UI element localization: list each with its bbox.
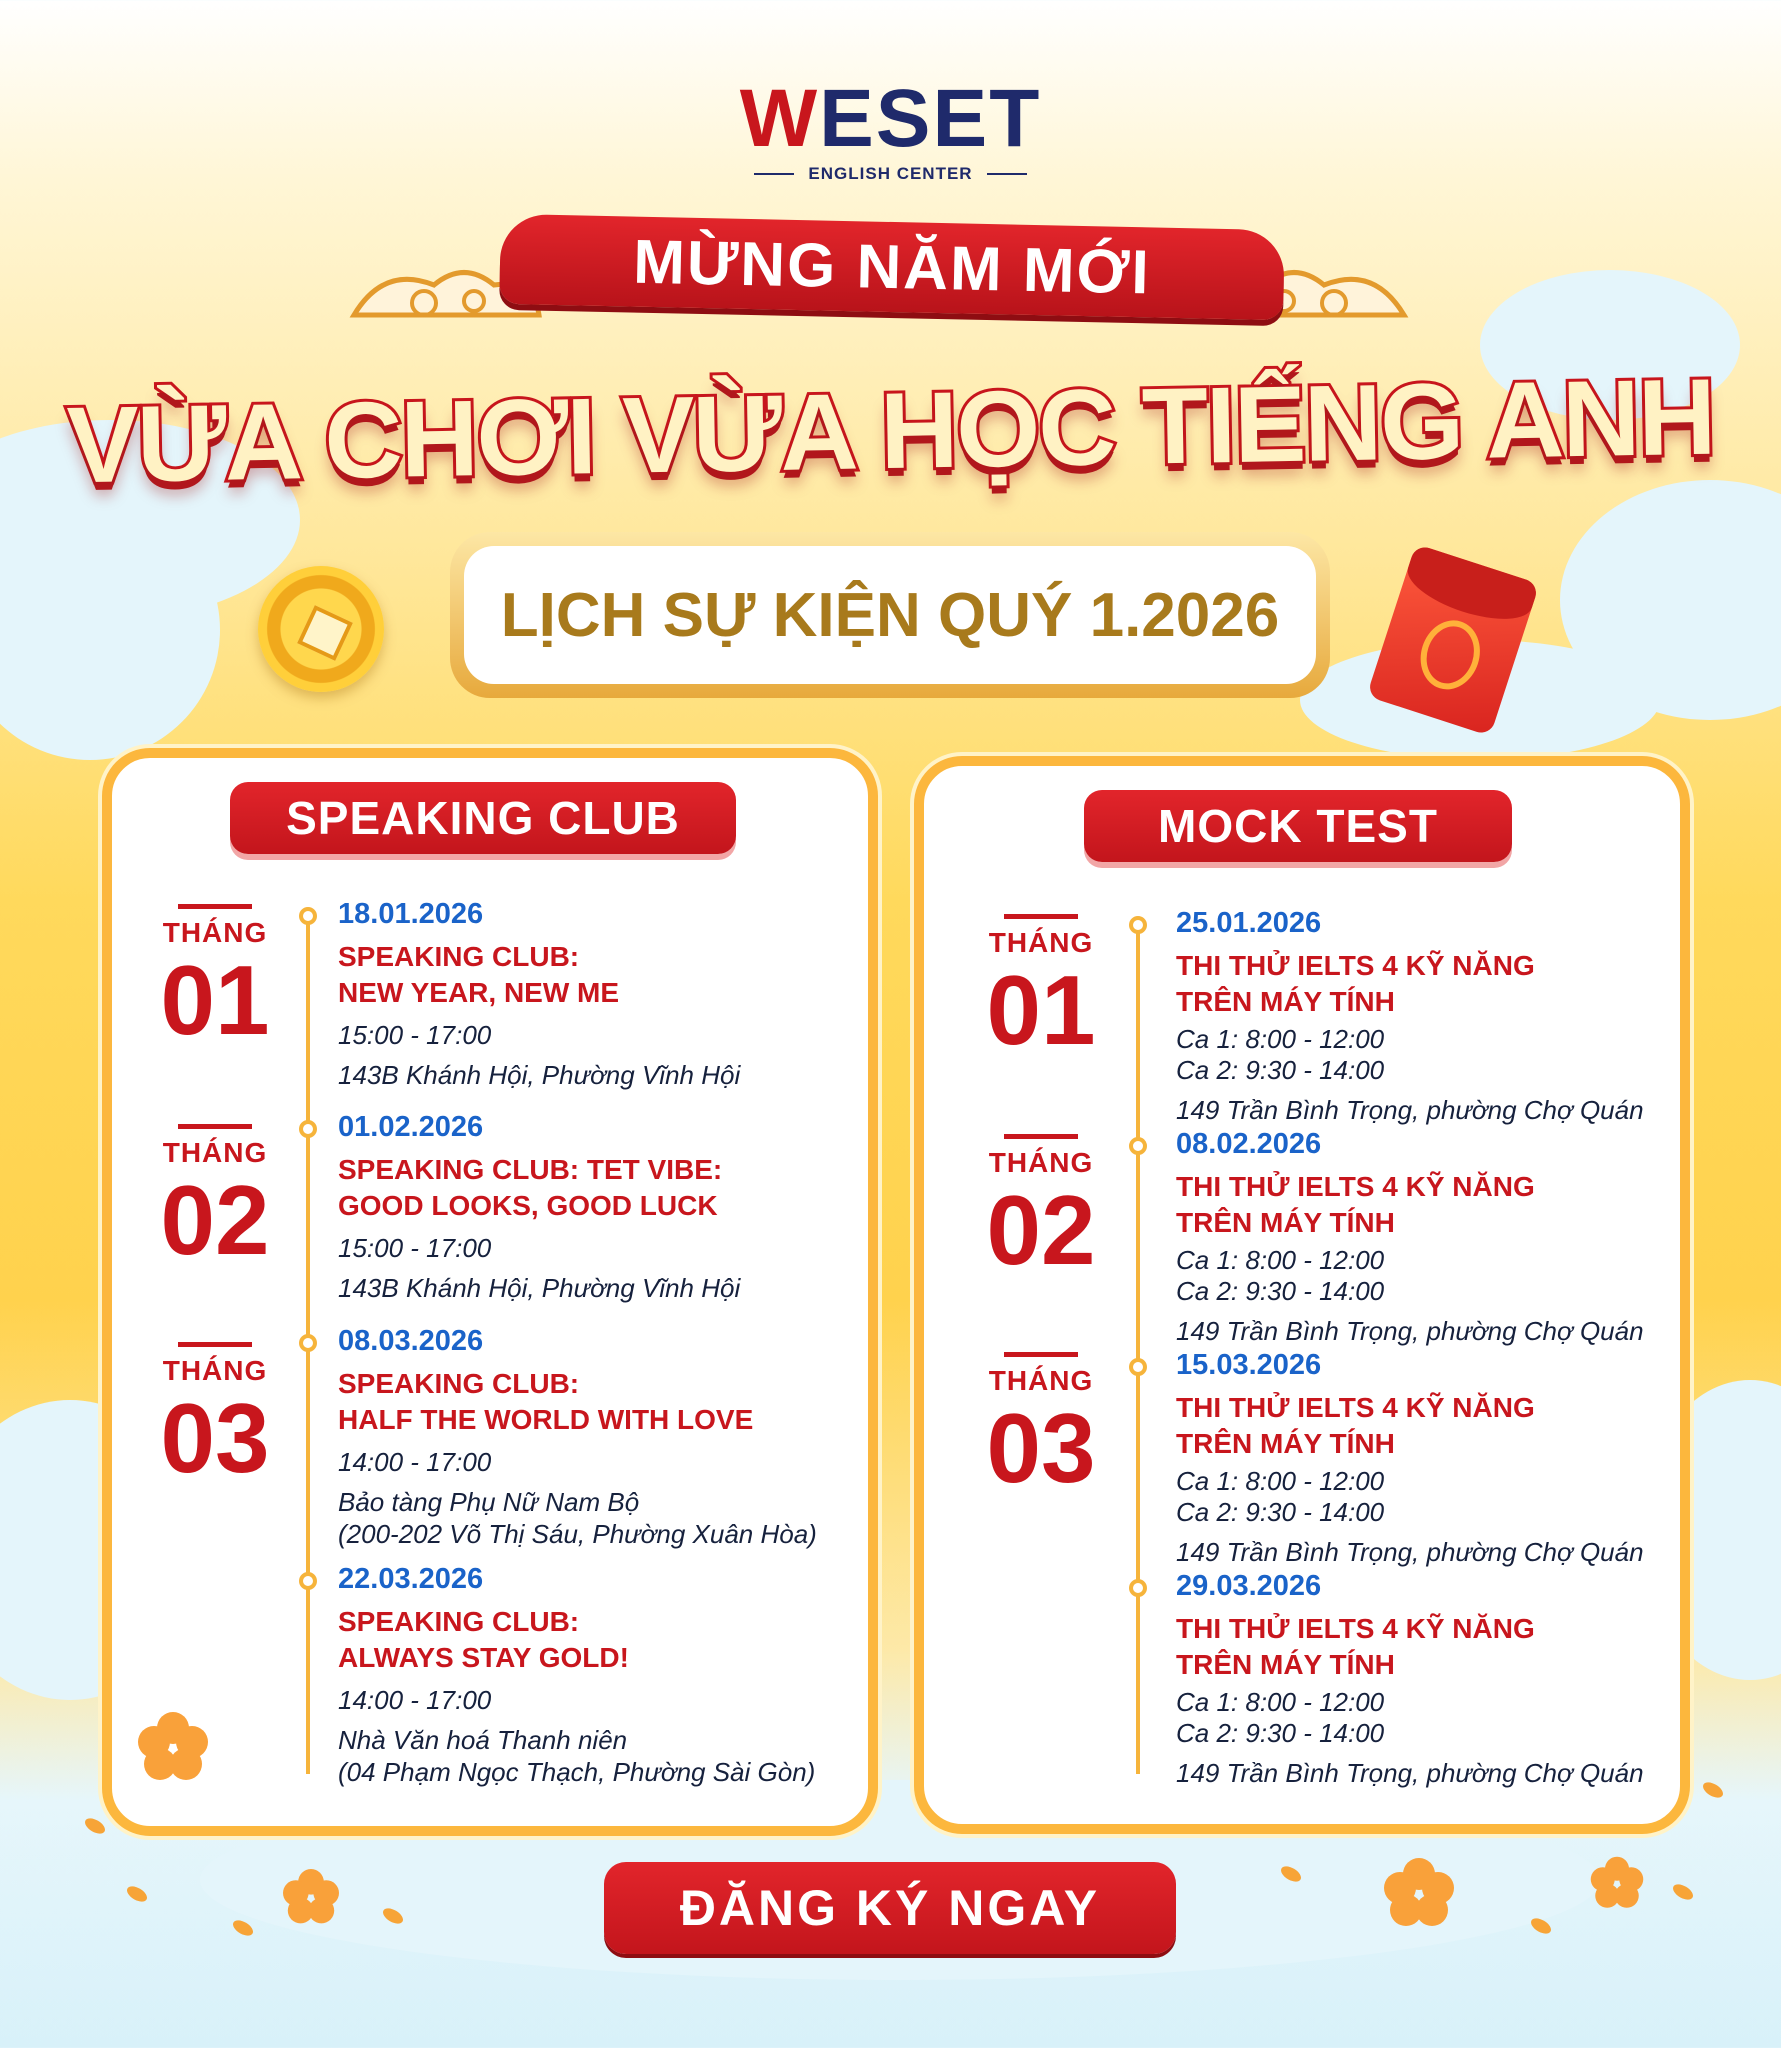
- timeline-dot: [299, 1572, 317, 1590]
- event-shift: Ca 1: 8:00 - 12:00: [1176, 1024, 1385, 1054]
- event-date: 18.01.2026: [338, 898, 484, 930]
- mock-test-event[interactable]: [1176, 1349, 1656, 1568]
- event-date: 25.01.2026: [1176, 907, 1322, 939]
- month-number: 02: [986, 1175, 1096, 1285]
- event-location-detail: (04 Phạm Ngọc Thạch, Phường Sài Gòn): [338, 1757, 816, 1787]
- event-title: SPEAKING CLUB:: [338, 1606, 580, 1637]
- event-title: TRÊN MÁY TÍNH: [1176, 986, 1395, 1017]
- timeline-dot: [1129, 1137, 1147, 1155]
- timeline-dot: [1129, 1358, 1147, 1376]
- apricot-flower-icon: [283, 1869, 339, 1925]
- plaque-title: LỊCH SỰ KIỆN QUÝ 1.2026: [500, 580, 1280, 650]
- event-date: 08.03.2026: [338, 1325, 484, 1357]
- event-title: THI THỬ IELTS 4 KỸ NĂNG: [1176, 1171, 1535, 1202]
- apricot-flower-icon: [1591, 1857, 1644, 1910]
- event-location: 143B Khánh Hội, Phường Vĩnh Hội: [338, 1273, 741, 1303]
- month-number: 02: [160, 1165, 270, 1275]
- register-now-label: ĐĂNG KÝ NGAY: [679, 1880, 1101, 1936]
- timeline-line: [1136, 924, 1140, 1774]
- month-marker: [140, 1342, 290, 1493]
- month-label: THÁNG: [162, 1137, 268, 1168]
- month-label: THÁNG: [988, 1365, 1094, 1396]
- event-time: 15:00 - 17:00: [338, 1233, 492, 1263]
- event-location: Nhà Văn hoá Thanh niên: [338, 1725, 628, 1755]
- month-number: 01: [160, 945, 270, 1055]
- coin-icon: [258, 566, 384, 692]
- event-date: 01.02.2026: [338, 1111, 484, 1143]
- event-location: 149 Trần Bình Trọng, phường Chợ Quán: [1176, 1537, 1644, 1567]
- mock-test-event[interactable]: [1176, 1570, 1656, 1789]
- event-title: TRÊN MÁY TÍNH: [1176, 1207, 1395, 1238]
- mock-test-header: [1084, 790, 1512, 862]
- mock-test-event[interactable]: [1176, 1128, 1656, 1347]
- brand-logo[interactable]: [0, 73, 1781, 184]
- divider: [754, 173, 794, 175]
- event-title: TRÊN MÁY TÍNH: [1176, 1649, 1395, 1680]
- month-marker: [140, 1124, 290, 1275]
- logo-subtitle: ENGLISH CENTER: [808, 164, 973, 183]
- event-shift: Ca 2: 9:30 - 14:00: [1176, 1276, 1385, 1306]
- timeline-dot: [299, 907, 317, 925]
- event-date: 08.02.2026: [1176, 1128, 1322, 1160]
- event-shift: Ca 2: 9:30 - 14:00: [1176, 1718, 1385, 1748]
- event-title: ALWAYS STAY GOLD!: [338, 1642, 629, 1673]
- logo-text: ESET: [819, 73, 1042, 164]
- month-marker: [966, 1134, 1116, 1285]
- event-title: TRÊN MÁY TÍNH: [1176, 1428, 1395, 1459]
- speaking-event[interactable]: [338, 1111, 838, 1304]
- petal: [1528, 1915, 1553, 1936]
- event-shift: Ca 2: 9:30 - 14:00: [1176, 1497, 1385, 1527]
- month-label: THÁNG: [162, 917, 268, 948]
- mock-test-event[interactable]: [1176, 907, 1656, 1126]
- event-date: 22.03.2026: [338, 1563, 484, 1595]
- event-shift: Ca 1: 8:00 - 12:00: [1176, 1466, 1385, 1496]
- month-label: THÁNG: [988, 927, 1094, 958]
- event-title: THI THỬ IELTS 4 KỸ NĂNG: [1176, 1613, 1535, 1644]
- month-number: 03: [160, 1383, 270, 1493]
- event-title: SPEAKING CLUB: TET VIBE:: [338, 1154, 723, 1185]
- event-date: 15.03.2026: [1176, 1349, 1322, 1381]
- petal: [82, 1815, 107, 1836]
- apricot-flower-icon: [1384, 1858, 1454, 1928]
- event-location: Bảo tàng Phụ Nữ Nam Bộ: [338, 1487, 640, 1517]
- event-title: THI THỬ IELTS 4 KỸ NĂNG: [1176, 950, 1535, 981]
- event-time: 14:00 - 17:00: [338, 1685, 492, 1715]
- event-title: HALF THE WORLD WITH LOVE: [338, 1404, 754, 1435]
- petal: [230, 1917, 255, 1938]
- mock-test-header-text: MOCK TEST: [1158, 800, 1438, 852]
- event-title: THI THỬ IELTS 4 KỸ NĂNG: [1176, 1392, 1535, 1423]
- apricot-flower-icon: [138, 1712, 208, 1782]
- event-location: 143B Khánh Hội, Phường Vĩnh Hội: [338, 1060, 741, 1090]
- event-location: 149 Trần Bình Trọng, phường Chợ Quán: [1176, 1758, 1644, 1788]
- petal: [124, 1883, 149, 1904]
- event-title: NEW YEAR, NEW ME: [338, 977, 620, 1008]
- logo-subtitle-row: [0, 164, 1781, 184]
- speaking-event[interactable]: [338, 1563, 838, 1788]
- event-shift: Ca 1: 8:00 - 12:00: [1176, 1687, 1385, 1717]
- petal: [1670, 1881, 1695, 1902]
- month-label: THÁNG: [162, 1355, 268, 1386]
- month-number: 01: [986, 955, 1096, 1065]
- month-marker: [966, 1352, 1116, 1503]
- event-location-detail: (200-202 Võ Thị Sáu, Phường Xuân Hòa): [338, 1519, 817, 1549]
- event-shift: Ca 1: 8:00 - 12:00: [1176, 1245, 1385, 1275]
- event-title: SPEAKING CLUB:: [338, 1368, 580, 1399]
- timeline-dot: [299, 1120, 317, 1138]
- headline: VỪA CHƠI VỪA HỌC TIẾNG ANH: [65, 355, 1716, 506]
- petal: [1700, 1779, 1725, 1800]
- event-time: 15:00 - 17:00: [338, 1020, 492, 1050]
- logo-mark: W: [739, 73, 820, 164]
- month-label: THÁNG: [988, 1147, 1094, 1178]
- speaking-club-header: [230, 782, 736, 854]
- ribbon-text: MỪNG NĂM MỚI: [632, 227, 1152, 307]
- speaking-event[interactable]: [338, 1325, 838, 1550]
- schedule-plaque: [450, 532, 1330, 698]
- event-date: 29.03.2026: [1176, 1570, 1322, 1602]
- event-time: 14:00 - 17:00: [338, 1447, 492, 1477]
- new-year-ribbon: [499, 214, 1285, 320]
- speaking-club-header-text: SPEAKING CLUB: [286, 792, 680, 844]
- divider: [987, 173, 1027, 175]
- event-location: 149 Trần Bình Trọng, phường Chợ Quán: [1176, 1095, 1644, 1125]
- event-title: SPEAKING CLUB:: [338, 941, 580, 972]
- speaking-event[interactable]: [338, 898, 838, 1091]
- event-title: GOOD LOOKS, GOOD LUCK: [338, 1190, 718, 1221]
- timeline-dot: [1129, 1579, 1147, 1597]
- register-now-button[interactable]: [604, 1862, 1176, 1954]
- logo-wordmark: [0, 73, 1781, 164]
- month-marker: [966, 914, 1116, 1065]
- month-number: 03: [986, 1393, 1096, 1503]
- event-location: 149 Trần Bình Trọng, phường Chợ Quán: [1176, 1316, 1644, 1346]
- month-marker: [140, 904, 290, 1055]
- timeline-dot: [299, 1334, 317, 1352]
- event-shift: Ca 2: 9:30 - 14:00: [1176, 1055, 1385, 1085]
- timeline-dot: [1129, 916, 1147, 934]
